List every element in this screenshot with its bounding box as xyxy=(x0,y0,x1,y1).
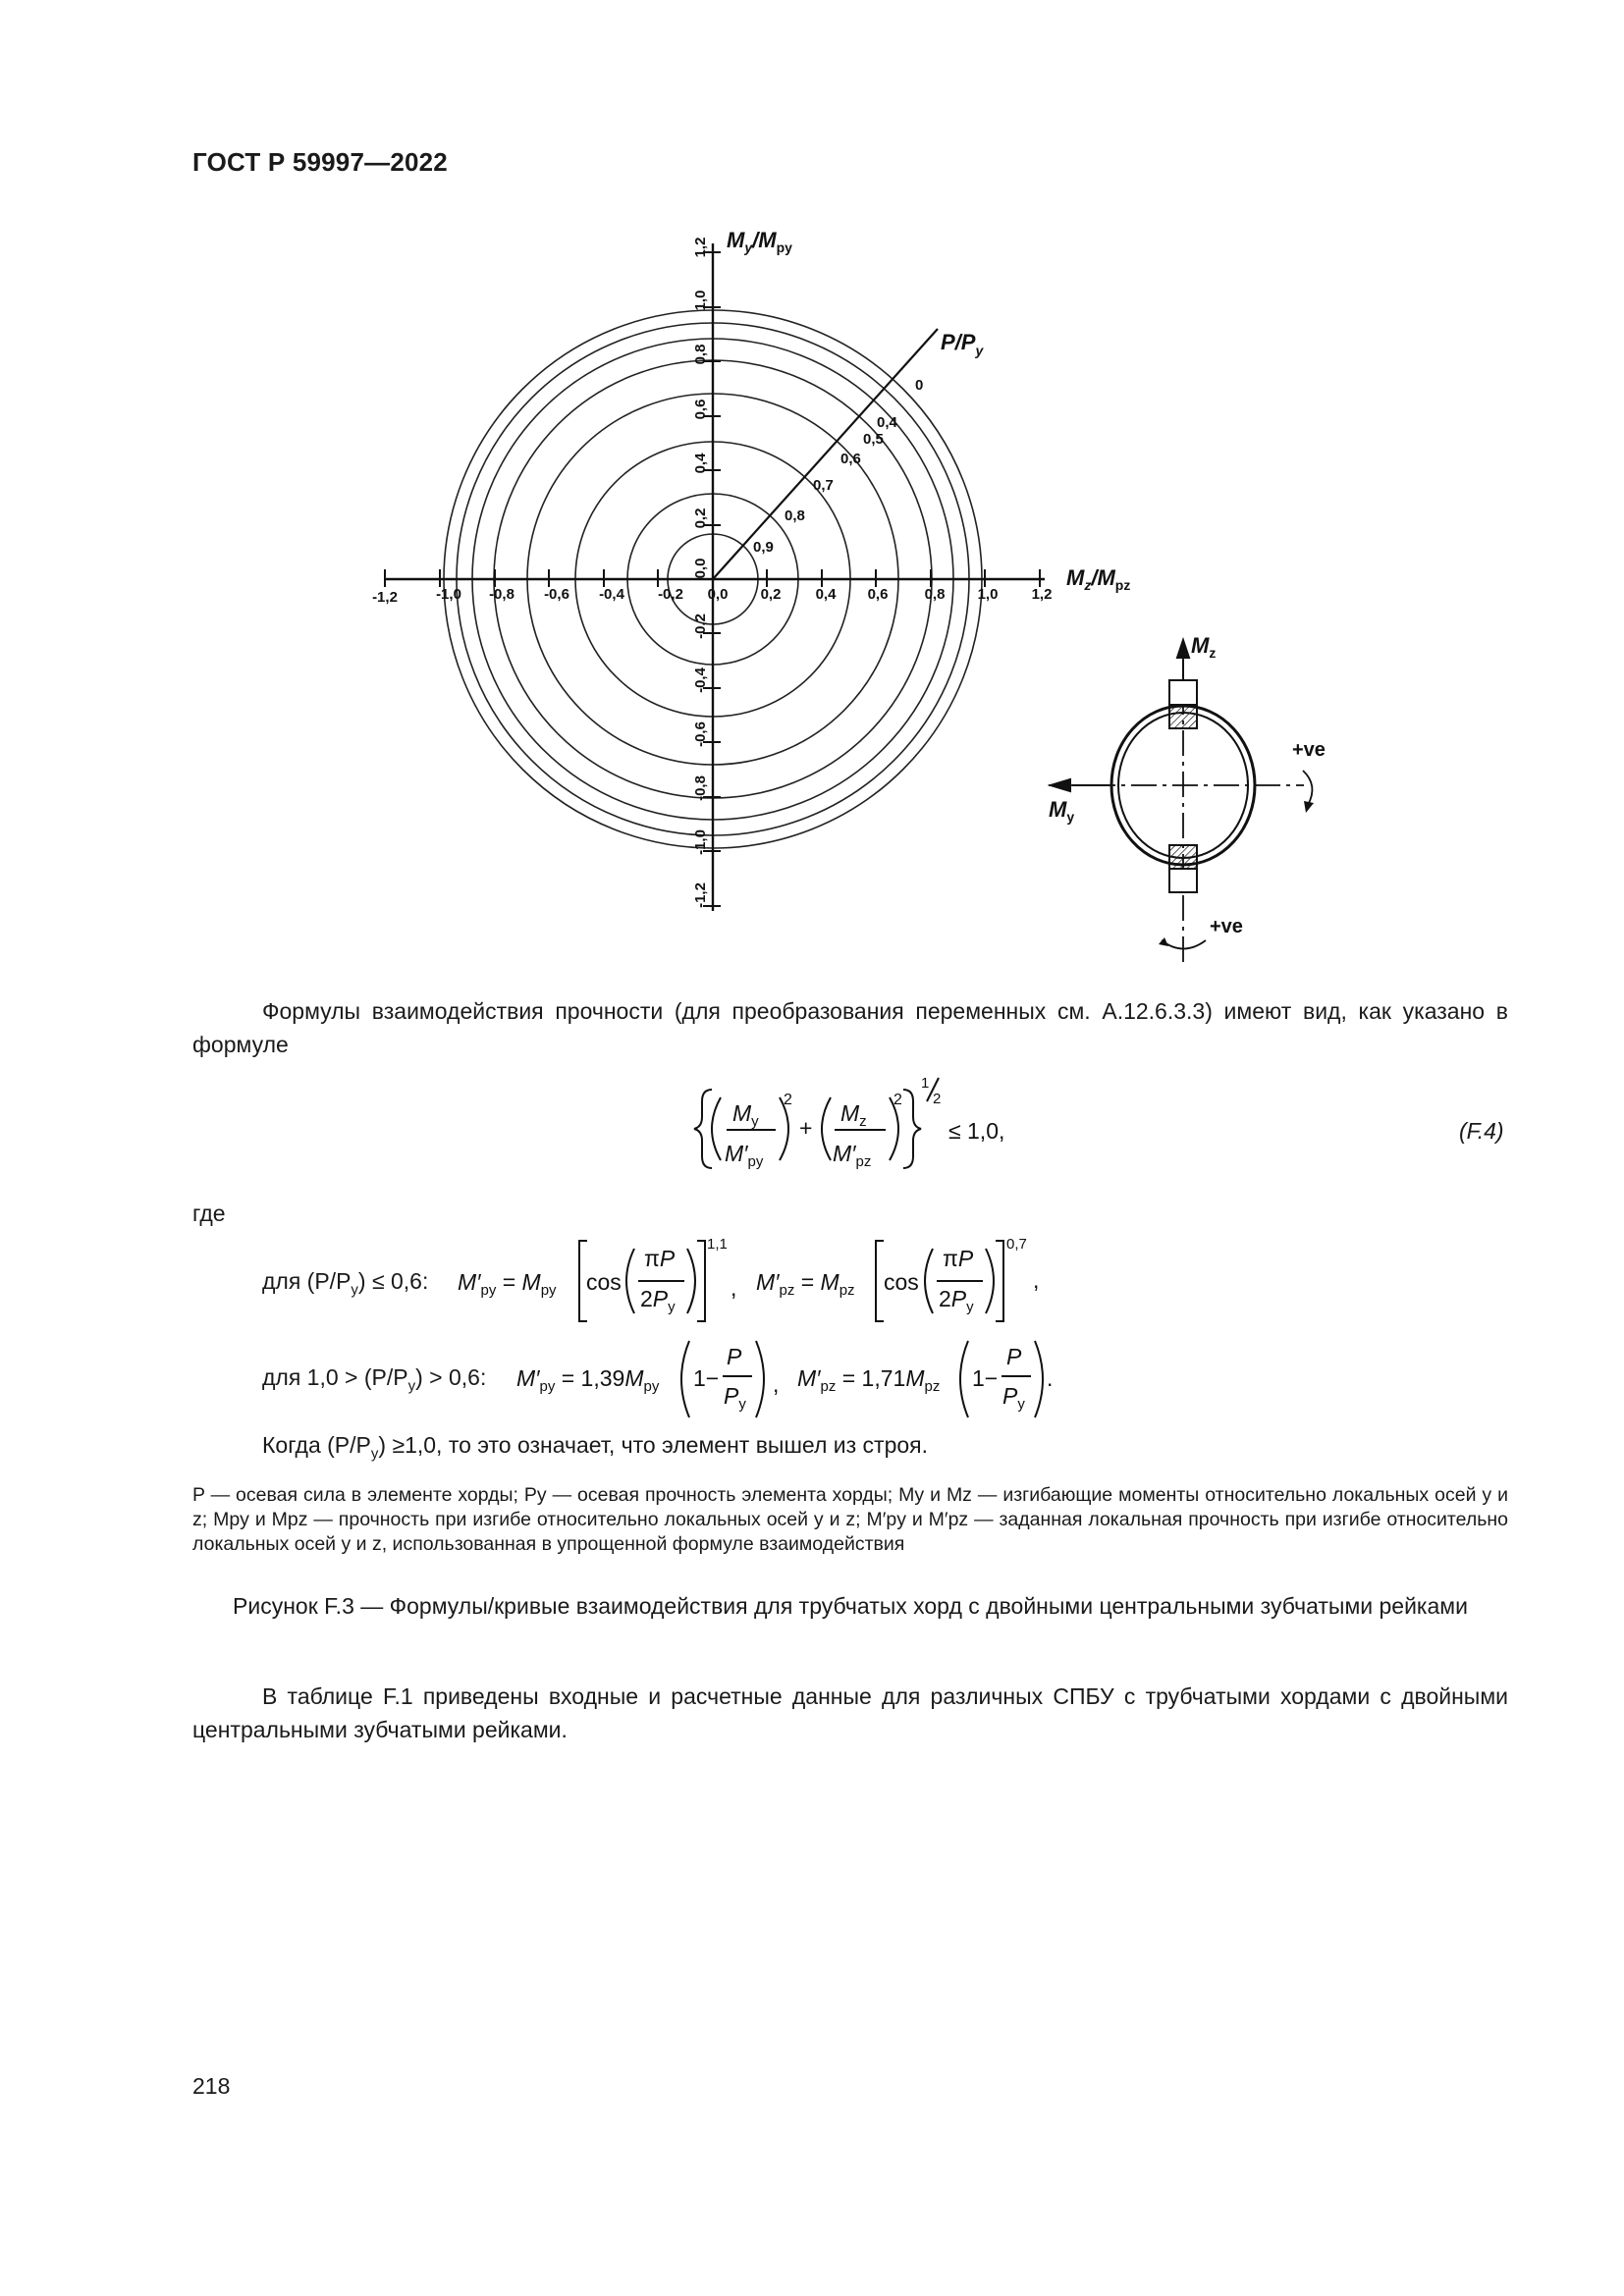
rack-bottom xyxy=(1169,845,1197,892)
x-tick-label: 0,8 xyxy=(924,586,946,603)
svg-text:Py: $P_y$ xyxy=(724,1383,746,1413)
x-tick-label: 0,4 xyxy=(815,586,837,603)
x-axis-title: $M_z/M_{pz}$ xyxy=(1066,565,1131,593)
formula-f4 xyxy=(687,1070,1021,1188)
svg-text:M′pz = Mpz: $M'_{pz} = M_{pz}$ xyxy=(756,1269,855,1299)
page-number: 218 xyxy=(192,2073,231,2099)
svg-text:My: $M_y$ xyxy=(732,1100,759,1130)
svg-text:P: P xyxy=(727,1344,742,1369)
positive-sense-bottom: +ve xyxy=(1210,916,1243,937)
mz-label: $M_z$ xyxy=(1191,633,1217,661)
my-label: $M_y$ xyxy=(1049,797,1075,825)
svg-text:2Py: $2P_y$ xyxy=(939,1286,974,1315)
svg-text:M′pz = 1,71Mpz: $M'_{pz} = 1,71M_{pz}$ xyxy=(797,1365,941,1395)
x-tick-label: 0,2 xyxy=(760,586,782,603)
exponent-1: 1,1 xyxy=(707,1236,728,1253)
case2-formula xyxy=(511,1325,1060,1423)
figure-caption: Рисунок F.3 — Формулы/кривые взаимодействия для трубчатых хорд с двойными центральными зубчатыми рейками xyxy=(233,1593,1468,1619)
exponent-2: 0,7 xyxy=(1006,1236,1027,1253)
svg-text:,: , xyxy=(773,1371,780,1397)
rack-top xyxy=(1169,680,1197,728)
ray-value-label: 0,6 xyxy=(840,451,861,467)
x-tick-label: 1,0 xyxy=(977,586,999,603)
svg-text:Mz: $M_z$ xyxy=(840,1100,867,1130)
y-axis-title: $M_y/M_{py}$ xyxy=(727,228,792,255)
svg-text:M′py: $M'_{py}$ xyxy=(725,1141,764,1170)
ray-value-label: 0,9 xyxy=(753,539,774,556)
x-tick-label: -0,8 xyxy=(489,586,514,603)
x-tick-label: -1,2 xyxy=(372,589,398,606)
y-tick-label: 0,0 xyxy=(692,558,709,579)
x-tick-label: 0,0 xyxy=(707,586,729,603)
ray-value-label: 0,8 xyxy=(785,507,805,524)
svg-text:πP: πP xyxy=(644,1246,676,1271)
figure-note: P — осевая сила в элементе хорды; Py — осевая прочность элемента хорды; My и Mz — изгибающие моменты относительно локальных осей y и z; Mpy и Mpz — прочность при изгибе относительно локальных осей y и z; M′py и M′pz — заданная локальная прочность при изгибе относительно локальных осей y и z, использованная в упрощенной формуле взаимодействия xyxy=(192,1484,1508,1555)
y-tick-label: -1,0 xyxy=(692,829,709,855)
ray-value-label: 0,7 xyxy=(813,477,834,494)
svg-text:M′py = 1,39Mpy: $M'_{py} = 1,39M_{py}$ xyxy=(516,1365,660,1395)
svg-text:,: , xyxy=(1033,1267,1040,1293)
svg-text:2: 2 xyxy=(933,1091,942,1107)
y-tick-label: -0,2 xyxy=(692,614,709,639)
x-tick-label: -0,4 xyxy=(599,586,624,603)
ray-title: $P/P_y$ xyxy=(941,330,984,358)
svg-text:cos: cos xyxy=(884,1269,919,1295)
formula-inequality: ≤ 1,0, xyxy=(948,1118,1005,1144)
svg-text:2Py: $2P_y$ xyxy=(640,1286,676,1315)
table-reference-paragraph: В таблице F.1 приведены входные и расчетные данные для различных СПБУ с трубчатыми хордами с двойными центральными зубчатыми рейками. xyxy=(192,1683,1508,1742)
y-tick-label: -0,8 xyxy=(692,775,709,801)
svg-text:cos: cos xyxy=(586,1269,622,1295)
y-tick-label: -1,2 xyxy=(692,882,709,908)
where-label: где xyxy=(192,1201,226,1226)
document-header: ГОСТ Р 59997—2022 xyxy=(192,147,448,177)
x-tick-label: -0,6 xyxy=(544,586,569,603)
svg-text:P: P xyxy=(1006,1344,1022,1369)
coef-139: 1,39 xyxy=(580,1365,625,1391)
x-tick-label: 0,6 xyxy=(867,586,889,603)
svg-text:2: 2 xyxy=(784,1092,792,1108)
chord-section-sketch xyxy=(1021,618,1355,972)
x-tick-label: 1,2 xyxy=(1031,586,1053,603)
y-tick-label: 0,8 xyxy=(692,344,709,365)
y-tick-label: 0,4 xyxy=(692,453,709,474)
ray-value-label: 0 xyxy=(915,377,924,394)
failure-condition: Когда $(P/P_y) \ge 1,0$, то это означает, что элемент вышел из строя. xyxy=(262,1432,928,1463)
svg-text:M′py = Mpy: $M'_{py} = M_{py}$ xyxy=(458,1269,557,1299)
y-tick-label: 1,2 xyxy=(692,237,709,258)
svg-text:1−: 1− xyxy=(972,1365,999,1391)
svg-text:Py: $P_y$ xyxy=(1002,1383,1025,1413)
case1-condition: для $(P/P_y) \le 0,6$: xyxy=(262,1268,429,1299)
svg-text:.: . xyxy=(1047,1365,1054,1391)
svg-text:2: 2 xyxy=(893,1092,902,1108)
svg-text:+: + xyxy=(799,1115,813,1141)
positive-sense-right: +ve xyxy=(1292,739,1326,761)
y-tick-label: -0,6 xyxy=(692,721,709,747)
ray-value-label: 0,4 xyxy=(877,414,897,431)
case1-formula xyxy=(452,1227,1060,1325)
svg-text:1−: 1− xyxy=(693,1365,720,1391)
case2-condition: для $1,0 > (P/P_y) > 0,6$: xyxy=(262,1364,487,1395)
svg-text:1: 1 xyxy=(921,1075,930,1092)
coef-171: 1,71 xyxy=(861,1365,906,1391)
formula-number: (F.4) xyxy=(1459,1118,1504,1144)
y-tick-label: 0,6 xyxy=(692,399,709,420)
svg-text:πP: πP xyxy=(943,1246,974,1271)
x-tick-label: -0,2 xyxy=(658,586,683,603)
y-tick-label: -0,4 xyxy=(692,667,709,693)
svg-text:,: , xyxy=(731,1275,737,1301)
y-tick-label: 0,2 xyxy=(692,507,709,529)
y-tick-label: 1,0 xyxy=(692,290,709,311)
ray-value-label: 0,5 xyxy=(863,431,884,448)
svg-text:M′pz: $M'_{pz}$ xyxy=(833,1141,872,1170)
x-tick-label: -1,0 xyxy=(436,586,461,603)
intro-paragraph: Формулы взаимодействия прочности (для преобразования переменных см. А.12.6.3.3) имеют вид, как указано в формуле xyxy=(192,998,1508,1057)
